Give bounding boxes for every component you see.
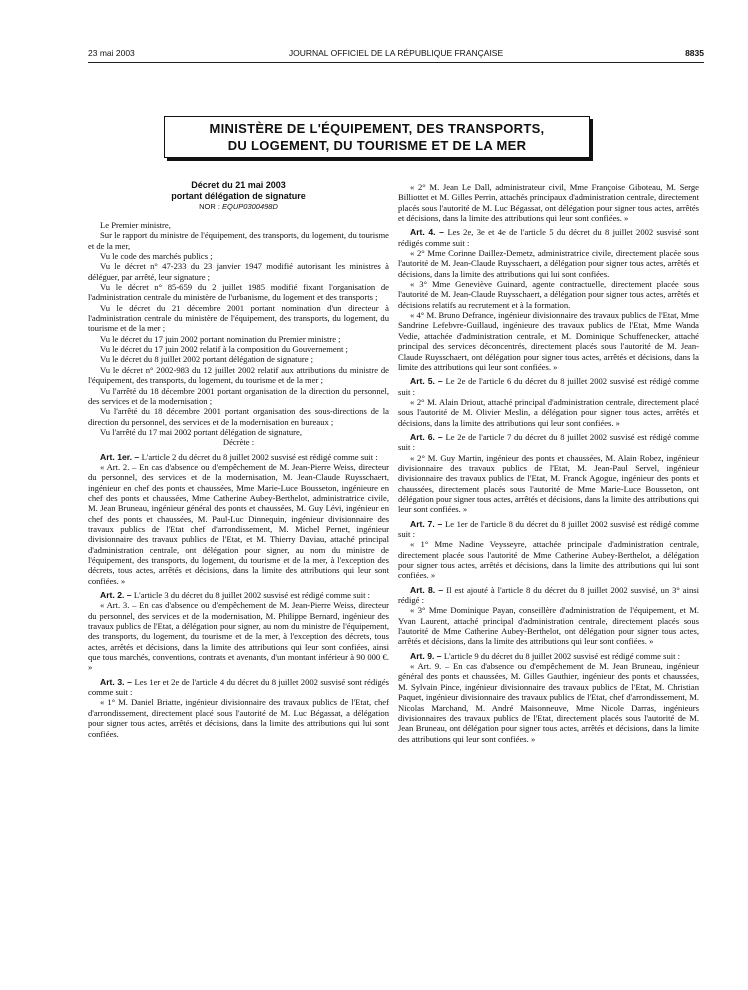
paragraph <box>398 227 699 248</box>
paragraph <box>398 432 699 453</box>
paragraph-text: Vu le décret n° 47-233 du 23 janvier 1947 modifié autorisant les ministres à déléguer, par arrêté, leur signature ; <box>88 261 389 282</box>
paragraph <box>398 310 699 372</box>
paragraph <box>88 462 389 586</box>
right-paragraphs <box>398 182 699 744</box>
paragraph <box>88 697 389 738</box>
paragraph <box>88 437 389 447</box>
left-column <box>88 180 389 739</box>
paragraph-text: « Art. 2. – En cas d'absence ou d'empêchement de M. Jean-Pierre Weiss, directeur du personnel, des services et de la modernisation, M. Jean-Claude Ruysschaert, ingénieur en chef des ponts et chaussées, Mme Marie-Luce Bousseton, ingénieure en chef des ponts et chaussées, Mme Catherine Aubey-Berthelot, administratrice civile, M. Jean Bruneau, ingénieur général des ponts et chaussées, M. Guy Lévi, ingénieur en chef des ponts et chaussées, M. Paul-Luc Dinnequin, ingénieur divisionnaire des travaux publics de l'Etat chef d'arrondissement, M. Michel Pernet, ingénieur divisionnaire des travaux publics de l'Etat, et M. Thierry Daviau, attaché principal d'administration centrale, ont délégation pour signer, au nom du ministre de l'équipement, des transports, du logement, du tourisme et de la mer, à l'exception des décrets, tous actes, arrêtés et décisions, dans la limite des attributions qui leur sont confiées. » <box>88 461 389 586</box>
paragraph-text: « 2° Mme Corinne Daillez-Demetz, administratrice civile, directement placée sous l'autorité de M. Jean-Claude Ruysschaert, a délégation pour signer tous actes, arrêtés et décisions, dans la limite des attributions qui lui sont confiées. <box>398 248 699 279</box>
paragraph-text: Le 2e de l'article 6 du décret du 8 juillet 2002 susvisé est rédigé comme suit : <box>398 376 699 397</box>
article-label: Art. 1er. – <box>100 451 142 462</box>
nor-reference <box>88 201 389 212</box>
paragraph <box>88 230 389 251</box>
article-label: Art. 9. – <box>410 650 444 661</box>
issue-date: 23 mai 2003 <box>88 48 135 58</box>
paragraph <box>398 539 699 580</box>
paragraph <box>398 248 699 279</box>
paragraph-text: Vu le décret du 17 juin 2002 relatif à la composition du Gouvernement ; <box>100 344 348 355</box>
paragraph-text: Vu l'arrêté du 17 mai 2002 portant délégation de signature, <box>100 426 302 437</box>
right-column <box>398 182 699 744</box>
decree-subtitle: portant délégation de signature <box>171 190 306 201</box>
paragraph-text: « Art. 3. – En cas d'absence ou d'empêchement de M. Jean-Pierre Weiss, directeur du personnel, des services et de la modernisation, M. Philippe Bernard, ingénieur des travaux publics de l'Etat, a délégation pour signer, au nom du ministre de l'équipement, des transports, du logement, du tourisme et de la mer, à l'exception des décrets, tous actes, arrêtés et décisions, dans la limite des attributions qui leur sont confiées, ainsi que tous marchés, conventions, contrats et avenants, d'un montant inférieur à 90 000 €. » <box>88 600 389 673</box>
paragraph-text: Il est ajouté à l'article 8 du décret du 8 juillet 2002 susvisé, un 3° ainsi rédigé : <box>398 584 699 606</box>
nor-label: NOR : <box>199 202 223 211</box>
paragraph-text: Les 1er et 2e de l'article 4 du décret du 8 juillet 2002 susvisé sont rédigés comme suit : <box>88 676 389 698</box>
paragraph-text: Vu le décret du 8 juillet 2002 portant délégation de signature ; <box>100 354 314 365</box>
article-label: Art. 4. – <box>410 227 448 238</box>
paragraph <box>88 334 389 344</box>
paragraph <box>88 220 389 230</box>
paragraph-text: « 4° M. Bruno Defrance, ingénieur divisionnaire des travaux publics de l'Etat, Mme Sandrine Lefebvre-Guillaud, ingénieure des travaux publics de l'Etat, Mme Wanda Vedie, attachée d'administration centrale, et M. Dominique Schuffenecker, attaché principal des services déconcentrés, directement placés sous l'autorité de M. Jean-Claude Ruysschaert, ont délégation pour signer tous actes, arrêtés et décisions, dans la limite des attributions qui leur sont confiées. » <box>398 310 699 372</box>
paragraph <box>398 182 699 223</box>
paragraph-text: « 2° M. Alain Driout, attaché principal d'administration centrale, directement placé sous l'autorité de M. Olivier Meslin, a délégation pour signer tous actes, arrêtés et décisions, dans la limite des attributions qui leur sont confiées. » <box>398 396 699 428</box>
paragraph <box>398 376 699 397</box>
decree-title: Décret du 21 mai 2003 <box>191 180 286 190</box>
paragraph <box>398 453 699 515</box>
paragraph <box>398 661 699 744</box>
paragraph <box>398 397 699 428</box>
paragraph-text: Vu l'arrêté du 18 décembre 2001 portant organisation de la direction du personnel, des services et de la modernisation ; <box>88 385 389 406</box>
paragraph-text: Le 2e de l'article 7 du décret du 8 juillet 2002 susvisé est rédigé comme suit : <box>398 431 699 453</box>
ministry-line-1: MINISTÈRE DE L'ÉQUIPEMENT, DES TRANSPORTS, <box>209 121 545 136</box>
article-label: Art. 3. – <box>100 676 135 687</box>
paragraph-text: Le 1er de l'article 8 du décret du 8 juillet 2002 susvisé est rédigé comme suit : <box>398 518 699 539</box>
paragraph-text: Vu le décret n° 85-659 du 2 juillet 1985 modifié fixant l'organisation de l'administration centrale du ministère de l'urbanisme, du logement et des transports ; <box>88 282 389 303</box>
article-label: Art. 8. – <box>410 584 447 595</box>
paragraph <box>88 282 389 303</box>
paragraph <box>88 590 389 600</box>
paragraph-text: Vu le décret n° 2002-983 du 12 juillet 2002 relatif aux attributions du ministre de l'équipement, des transports, du logement, du tourisme et de la mer ; <box>88 364 389 386</box>
paragraph-text: « Art. 9. – En cas d'absence ou d'empêchement de M. Jean Bruneau, ingénieur général des ponts et chaussées, M. Gilles Gauthier, ingénieur des ponts et chaussées, M. Sylvain Pince, ingénieur divisionnaire des travaux publics de l'Etat, M. Christian Paquet, ingénieur divisionnaire des travaux publics de l'Etat, chef d'arrondissement, M. Nicolas Marchand, M. André Maisonneuve, Mme Nicole Darras, ingénieurs divisionnaires des travaux publics de l'Etat, directement placés sous l'autorité de M. Jean Bruneau, ont délégation pour signer tous actes, arrêtés et décisions, dans la limite des attributions qui leur sont confiées. » <box>398 661 699 744</box>
paragraph-text: Vu le décret du 21 décembre 2001 portant nomination d'un directeur à l'administration centrale du ministère de l'équipement, des transports, du logement, du tourisme et de la mer ; <box>88 302 389 334</box>
paragraph-text: L'article 2 du décret du 8 juillet 2002 susvisé est rédigé comme suit : <box>141 451 378 462</box>
paragraph-text: Vu le code des marchés publics ; <box>100 251 213 262</box>
paragraph-text: Décrète : <box>222 437 255 448</box>
paragraph <box>88 354 389 364</box>
paragraph <box>88 365 389 386</box>
article-label: Art. 5. – <box>410 376 446 387</box>
paragraph-text: Vu l'arrêté du 18 décembre 2001 portant organisation des sous-directions de la direction du personnel, des services et de la modernisation en bureaux ; <box>88 406 389 427</box>
left-paragraphs <box>88 220 389 739</box>
paragraph <box>398 605 699 646</box>
paragraph-text: « 2° M. Jean Le Dall, administrateur civil, Mme Françoise Giboteau, M. Serge Billiottet et M. Gilles Perrin, attachés principaux d'administration centrale, directement placés sous l'autorité de M. Luc Bégassat, ont délégation pour signer tous actes, arrêtés et décisions, dans la limite des attributions qui leur sont confiées. » <box>398 182 699 224</box>
paragraph-text: L'article 3 du décret du 8 juillet 2002 susvisé est rédigé comme suit : <box>133 590 371 601</box>
paragraph-text: Vu le décret du 17 juin 2002 portant nomination du Premier ministre ; <box>100 333 341 344</box>
paragraph <box>88 344 389 354</box>
page-number: 8835 <box>685 48 704 58</box>
paragraph-text: « 3° Mme Dominique Payan, conseillère d'administration de l'équipement, et M. Yvan Laurent, attaché principal d'administration centrale, directement placés sous l'autorité de Mme Catherine Aubey-Berthelot, ont délégation pour signer tous actes, arrêtés et décisions, dans la limite des attributions qui leur sont confiées. » <box>398 605 699 647</box>
paragraph <box>88 261 389 282</box>
paragraph <box>88 303 389 334</box>
article-label: Art. 6. – <box>410 431 446 442</box>
paragraph <box>88 452 389 462</box>
journal-title: JOURNAL OFFICIEL DE LA RÉPUBLIQUE FRANÇAISE <box>288 48 504 58</box>
paragraph-text: L'article 9 du décret du 8 juillet 2002 susvisé est rédigé comme suit : <box>443 650 681 661</box>
nor-code: EQUP0300498D <box>222 202 278 211</box>
paragraph-text: Les 2e, 3e et 4e de l'article 5 du décret du 8 juillet 2002 susvisé sont rédigés comme suit : <box>398 227 699 248</box>
paragraph-text: « 1° M. Daniel Briatte, ingénieur divisionnaire des travaux publics de l'Etat, chef d'arrondissement, directement placé sous l'autorité de M. Luc Bégassat, a délégation pour signer tous actes, arrêtés et décisions, dans la limite des attributions qui lui sont confiées. <box>88 697 389 739</box>
paragraph <box>88 427 389 437</box>
paragraph <box>398 519 699 540</box>
article-label: Art. 7. – <box>410 518 446 529</box>
paragraph <box>88 386 389 407</box>
ministry-box <box>164 116 590 158</box>
paragraph <box>88 251 389 261</box>
paragraph <box>398 279 699 310</box>
paragraph-text: « 3° Mme Geneviève Guinard, agente contractuelle, directement placée sous l'autorité de M. Jean-Claude Ruysschaert, a délégation pour signer tous actes, arrêtés et décisions relatifs au recrutement et à la formation. <box>398 279 699 310</box>
paragraph <box>88 600 389 672</box>
page-header <box>88 46 704 62</box>
ministry-line-2: DU LOGEMENT, DU TOURISME ET DE LA MER <box>227 138 527 153</box>
paragraph <box>88 406 389 427</box>
paragraph-text: « 1° Mme Nadine Veysseyre, attachée principale d'administration centrale, directement placée sous l'autorité de Mme Catherine Aubey-Berthelot, a délégation pour signer tous actes, arrêtés et décisions, dans la limite des attributions qui lui sont confiées. » <box>398 539 699 581</box>
paragraph-text: « 2° M. Guy Martin, ingénieur des ponts et chaussées, M. Alain Robez, ingénieur divisionnaire des travaux publics de l'Etat, M. Jean-Paul Servel, ingénieur divisionnaire des travaux publics de l'Etat, M. Franck Agogue, ingénieur des ponts et chaussées, directement placés sous l'autorité de Mme Marie-Luce Bousseton, ont délégation pour signer tous actes, arrêtés et décisions, dans la limite des attributions qui leur sont confiées. » <box>398 452 699 515</box>
paragraph-text: Le Premier ministre, <box>100 220 171 230</box>
paragraph <box>88 677 389 698</box>
paragraph-text: Sur le rapport du ministre de l'équipement, des transports, du logement, du tourisme et de la mer, <box>88 230 389 251</box>
paragraph <box>398 585 699 606</box>
header-rule <box>88 62 704 63</box>
article-label: Art. 2. – <box>100 590 134 601</box>
paragraph <box>398 651 699 661</box>
